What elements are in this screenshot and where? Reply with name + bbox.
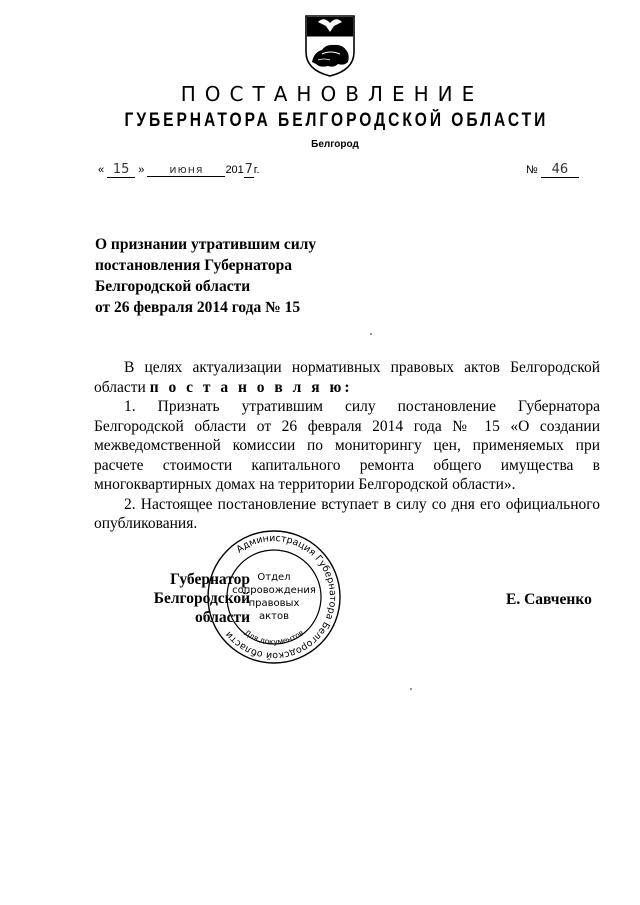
signatory-name: Е. Савченко [506,591,592,608]
coat-of-arms-emblem [304,14,356,78]
date-close-quote: » [138,164,145,176]
date-year-suffix: г. [253,164,260,176]
item-1-paragraph: 1. Признать утратившим силу постановление Губернатора Белгородской области от 26 февраля 2014 года № 15 «О создании межведомственной комиссии по мониторингу цен, применяемых при расчете стоимости капитального ремонта общего имущества в многоквартирных домах на территории Белгородской области». [94,398,600,493]
subject-line: постановления Губернатора [95,257,292,274]
intro-text: В целях актуализации нормативных правовых актов Белгородской области [94,359,600,396]
position-line: Губернатор [170,571,250,588]
date-month: июня [147,163,225,177]
number-line [526,162,579,178]
stamp-center-line: актов [258,611,290,622]
stamp-center-line: Отдел [257,572,291,583]
subject-block [95,234,316,318]
position-line: Белгородской области [153,590,250,626]
decree-keyword: п о с т а н о в л я ю: [149,378,353,396]
subject-line: от 26 февраля 2014 года № 15 [95,299,301,316]
stamp-bottom-text: Для документов [242,628,306,647]
scan-speck [370,333,372,335]
date-day: 15 [107,162,135,178]
date-year-digit: 7 [244,162,253,177]
stamp-ring-text: Администрация Губернатора Белгородской области [223,532,339,662]
date-line [98,162,260,178]
scan-speck [410,688,412,690]
intro-paragraph [94,358,600,397]
issuer-title: ГУБЕРНАТОРА БЕЛГОРОДСКОЙ ОБЛАСТИ [124,110,549,131]
subject-line: О признании утратившим силу [95,236,317,253]
stamp-center-line: сопровождения [232,585,316,596]
document-type-title: ПОСТАНОВЛЕНИЕ [180,82,484,106]
date-year-prefix: 201 [225,164,244,176]
date-open-quote: « [98,164,105,176]
document-number: 46 [541,162,579,178]
number-label: № [526,164,538,176]
city-label: Белгород [311,139,359,150]
item-2-paragraph: 2. Настоящее постановление вступает в силу со дня его официального опубликования. [94,495,600,532]
signatory-position [95,570,250,627]
stamp-center-line: правовых [248,598,300,609]
subject-line: Белгородской области [95,278,251,295]
document-body [94,358,600,534]
